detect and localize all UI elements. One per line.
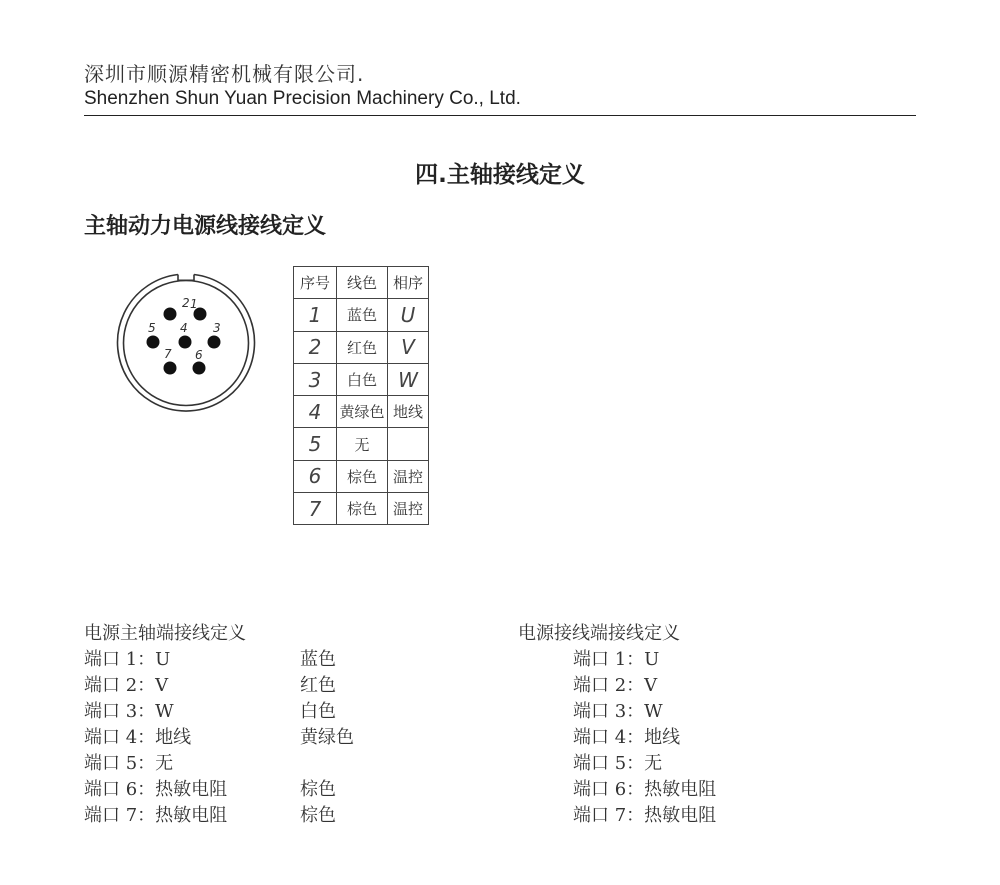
power-port-5: 端口 5：无 xyxy=(573,753,663,774)
row-phase: 温控 xyxy=(388,460,429,492)
row-no: 3 xyxy=(294,363,337,395)
row-phase: U xyxy=(388,299,429,331)
row-no: 7 xyxy=(294,493,337,525)
pin-6 xyxy=(193,362,206,375)
row-color: 红色 xyxy=(337,331,388,363)
table-row xyxy=(294,396,429,428)
spindle-port-3-color: 白色 xyxy=(300,701,336,722)
row-phase: W xyxy=(388,363,429,395)
pin-3 xyxy=(208,336,221,349)
spindle-port-1: 端口 1：U xyxy=(84,649,171,670)
row-no: 6 xyxy=(294,460,337,492)
table-header-row xyxy=(294,267,429,299)
spindle-port-5: 端口 5：无 xyxy=(84,753,174,774)
header-color: 线色 xyxy=(337,267,388,299)
spindle-port-6: 端口 6：热敏电阻 xyxy=(84,779,228,800)
pin-label-6: 6 xyxy=(195,348,203,362)
company-name-cn: 深圳市顺源精密机械有限公司. xyxy=(84,62,365,86)
pin-label-7: 7 xyxy=(164,347,172,361)
pin-label-3: 3 xyxy=(213,321,221,335)
row-color: 黄绿色 xyxy=(337,396,388,428)
pin-table xyxy=(293,266,429,525)
pin-7 xyxy=(164,362,177,375)
pin-2 xyxy=(164,308,177,321)
row-no: 1 xyxy=(294,299,337,331)
section-title: 四.主轴接线定义 xyxy=(415,162,585,188)
power-port-7: 端口 7：热敏电阻 xyxy=(573,805,717,826)
sub-title: 主轴动力电源线接线定义 xyxy=(84,214,327,239)
row-no: 5 xyxy=(294,428,337,460)
pin-label-5: 5 xyxy=(148,321,156,335)
spindle-port-2-color: 红色 xyxy=(300,675,336,696)
table-row xyxy=(294,331,429,363)
pin-5 xyxy=(147,336,160,349)
pin-label-4: 4 xyxy=(180,321,188,335)
row-color: 无 xyxy=(337,428,388,460)
table-row xyxy=(294,428,429,460)
spindle-port-3: 端口 3：W xyxy=(84,701,174,722)
table-row xyxy=(294,363,429,395)
row-phase: 温控 xyxy=(388,493,429,525)
pin-4 xyxy=(179,336,192,349)
row-color: 棕色 xyxy=(337,493,388,525)
power-port-3: 端口 3：W xyxy=(573,701,663,722)
spindle-port-7: 端口 7：热敏电阻 xyxy=(84,805,228,826)
row-no: 2 xyxy=(294,331,337,363)
power-port-4: 端口 4：地线 xyxy=(573,727,681,748)
company-name-en: Shenzhen Shun Yuan Precision Machinery Co., Ltd. xyxy=(84,88,521,109)
spindle-port-4-color: 黄绿色 xyxy=(300,727,354,748)
power-port-1: 端口 1：U xyxy=(573,649,660,670)
spindle-side-title: 电源主轴端接线定义 xyxy=(84,623,246,644)
table-row xyxy=(294,299,429,331)
row-color: 蓝色 xyxy=(337,299,388,331)
header-phase: 相序 xyxy=(388,267,429,299)
spindle-port-4: 端口 4：地线 xyxy=(84,727,192,748)
row-no: 4 xyxy=(294,396,337,428)
pin-label-2: 1 xyxy=(190,297,198,311)
connector-diagram xyxy=(112,268,262,418)
power-side-title: 电源接线端接线定义 xyxy=(518,623,680,644)
row-color: 白色 xyxy=(337,363,388,395)
header-divider xyxy=(84,115,916,116)
spindle-port-7-color: 棕色 xyxy=(300,805,336,826)
row-phase: 地线 xyxy=(388,396,429,428)
row-phase: V xyxy=(388,331,429,363)
row-phase xyxy=(388,428,429,460)
power-port-6: 端口 6：热敏电阻 xyxy=(573,779,717,800)
table-row xyxy=(294,460,429,492)
pin-label-1: 2 xyxy=(182,296,190,310)
table-row xyxy=(294,493,429,525)
spindle-port-1-color: 蓝色 xyxy=(300,649,336,670)
row-color: 棕色 xyxy=(337,460,388,492)
power-port-2: 端口 2：V xyxy=(573,675,658,696)
spindle-port-6-color: 棕色 xyxy=(300,779,336,800)
spindle-port-2: 端口 2：V xyxy=(84,675,169,696)
connector-key-notch xyxy=(178,275,194,281)
header-no: 序号 xyxy=(294,267,337,299)
